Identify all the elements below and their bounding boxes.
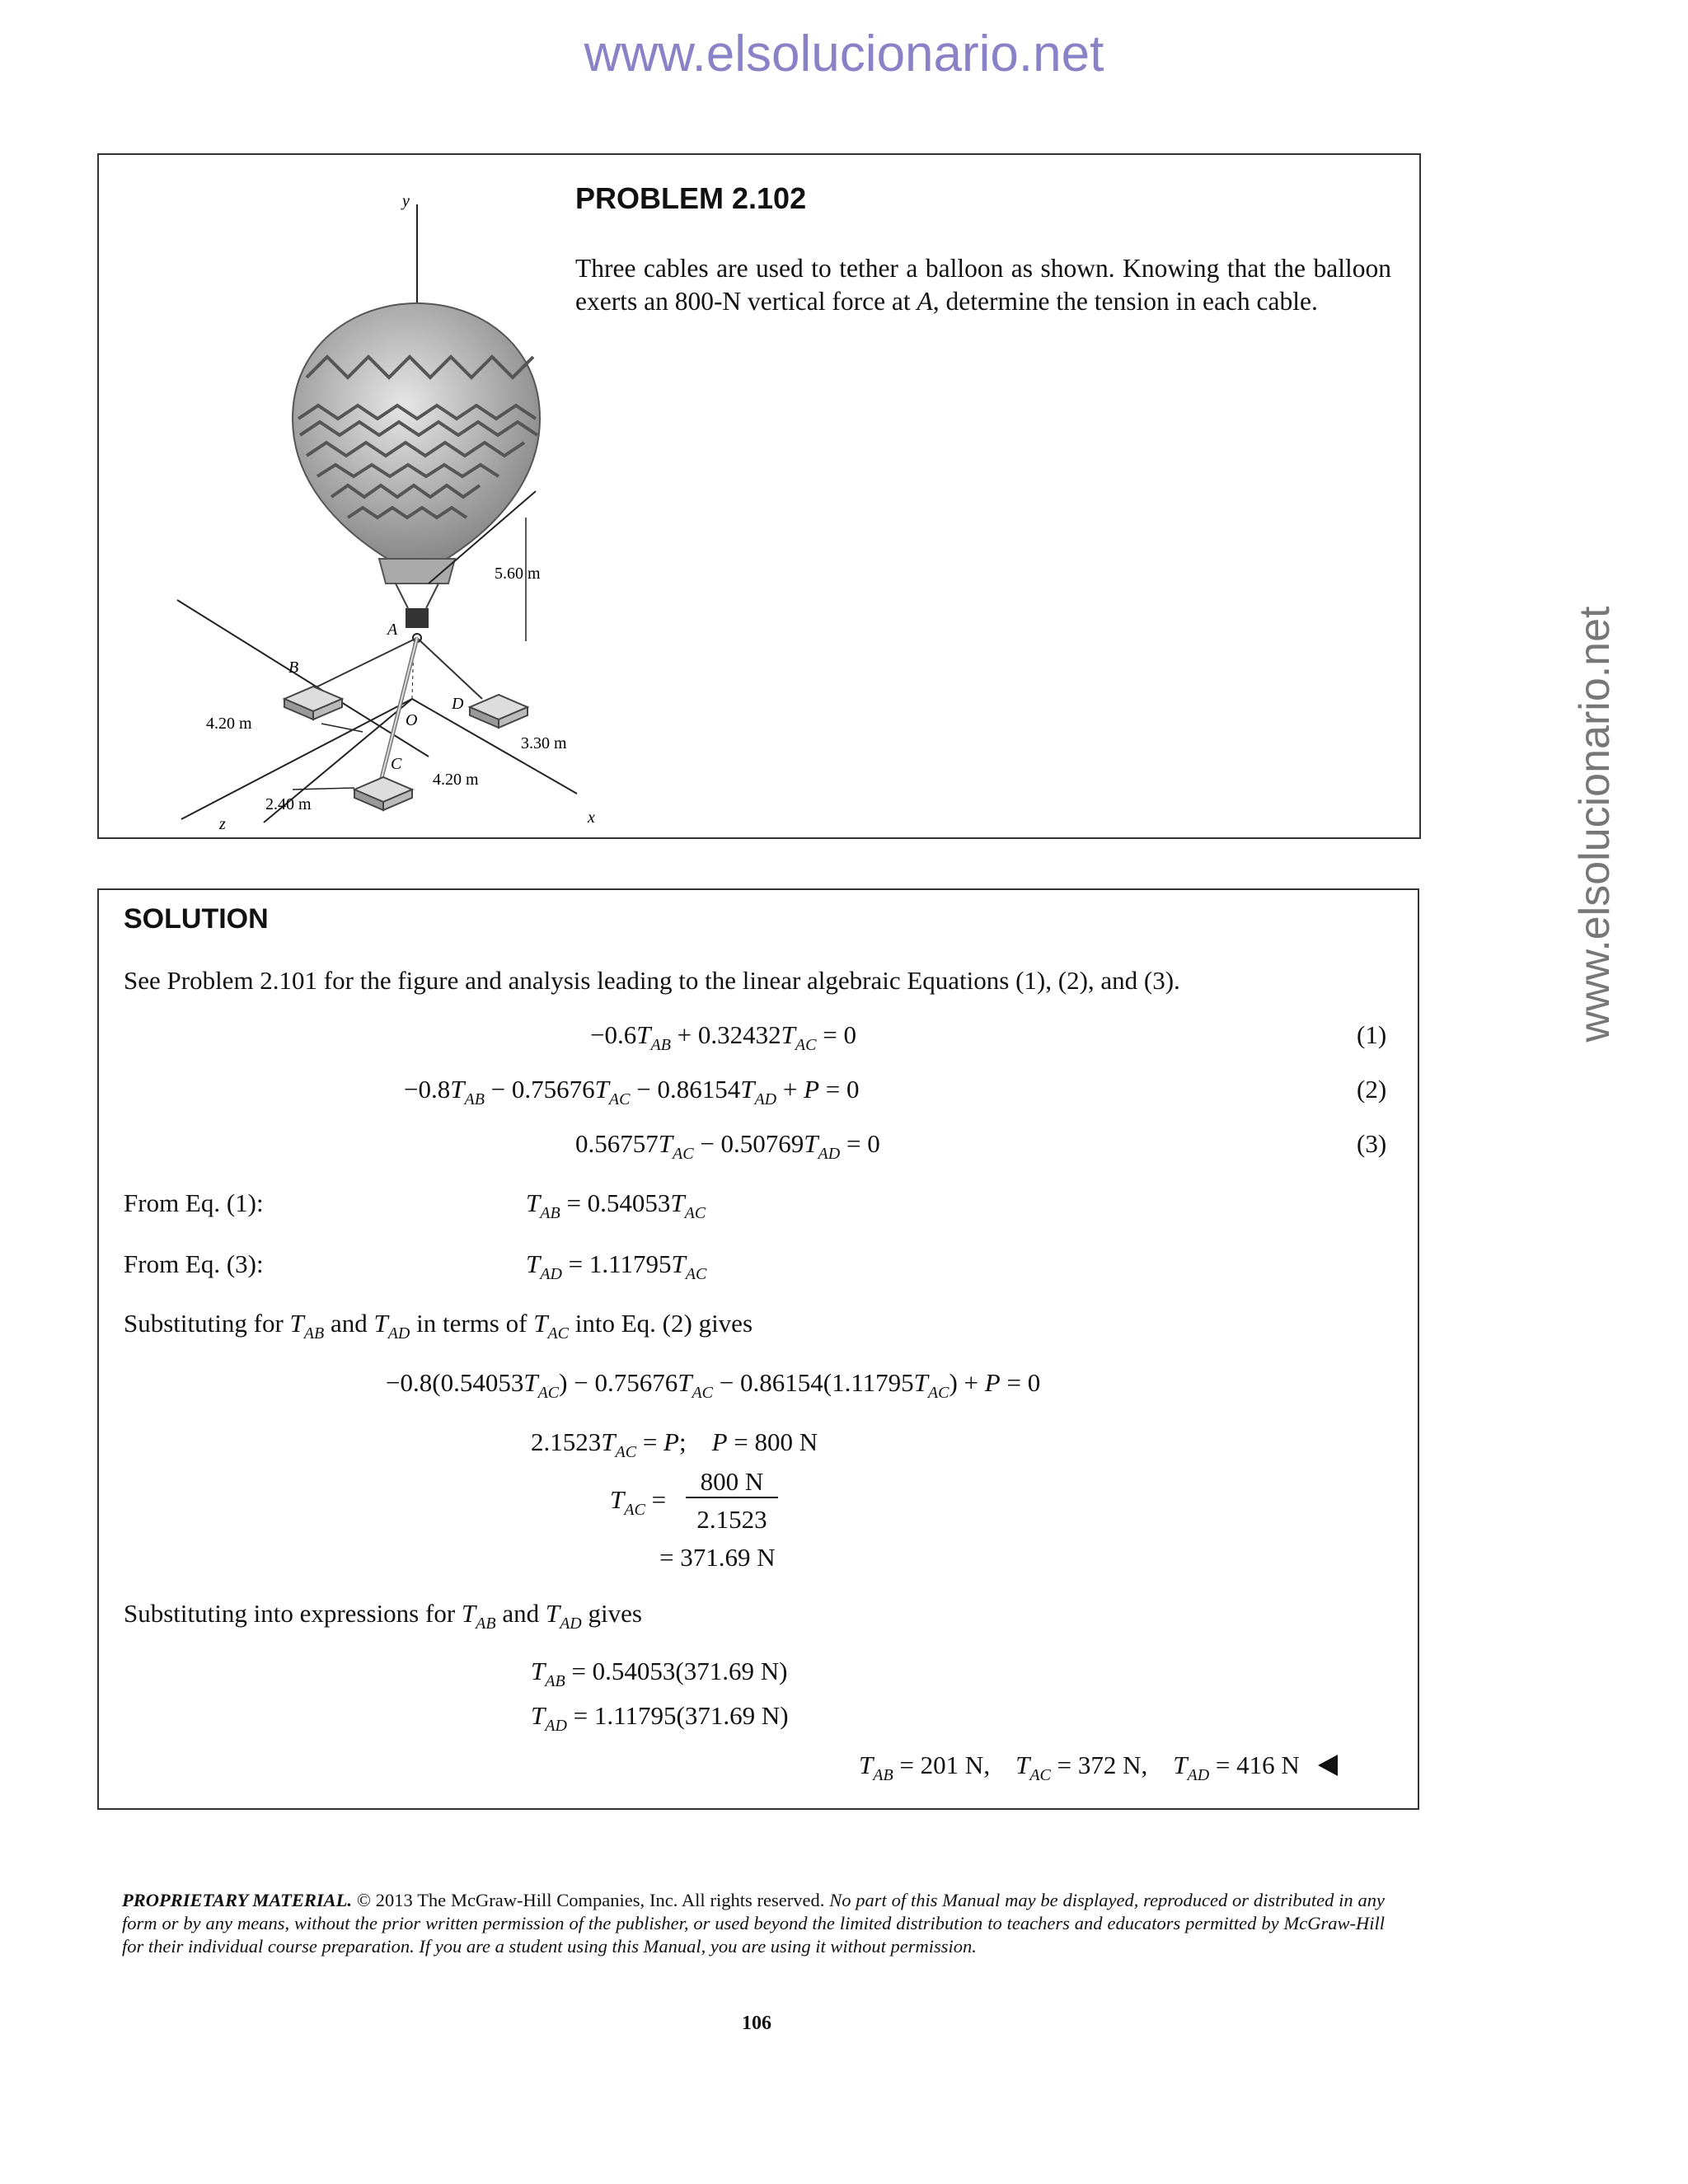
from-eq3-label: From Eq. (3): <box>124 1249 264 1278</box>
tac-denominator: 2.1523 <box>696 1505 767 1534</box>
solution-intro: See Problem 2.101 for the figure and analysis leading to the linear algebraic Equations (1), (2), and (3). <box>124 966 1180 995</box>
equation-2: $-0.8T_{AB} - 0.75676T_{AC} - 0.86154T_{AD} + P = 0$ <box>404 1075 860 1108</box>
substitution-text: Substituting for $T_{AB}$ and $T_{AD}$ in terms of $T_{AC}$ into Eq. (2) gives <box>124 1309 753 1343</box>
svg-text:O: O <box>406 711 418 729</box>
equation-1: $-0.6T_{AB} + 0.32432T_{AC} = 0$ <box>590 1020 856 1054</box>
substituted-equation: $-0.8(0.54053T_{AC}) - 0.75676T_{AC} - 0.86154(1.11795T_{AC}) + P = 0$ <box>386 1368 1041 1402</box>
copyright-footer: PROPRIETARY MATERIAL. © 2013 The McGraw-Hill Companies, Inc. All rights reserved. No part of this Manual may be displayed, reproduced or distributed in any form or by any means, without the prior written permission of the publisher, or used beyond the limited distribution to teachers and educators permitted by McGraw-Hill for their individual course preparation. If you are a student using this Manual, you are using it without permission. <box>122 1890 1385 1957</box>
sum-equation: $2.1523T_{AC} = P$; P = 800 N <box>531 1427 818 1461</box>
problem-text: Three cables are used to tether a balloon as shown. Knowing that the balloon exerts an 800-N vertical force at A, determine the tension in each cable. <box>575 254 1391 316</box>
svg-text:z: z <box>219 815 226 833</box>
equation-number-1: (1) <box>1357 1020 1387 1049</box>
svg-text:x: x <box>588 808 595 827</box>
tac-numerator: 800 N <box>686 1467 778 1498</box>
svg-text:5.60 m: 5.60 m <box>495 565 541 583</box>
equation-3: $0.56757T_{AC} - 0.50769T_{AD} = 0$ <box>575 1129 880 1163</box>
problem-box <box>97 153 1421 839</box>
tac-result: = 371.69 N <box>659 1543 776 1572</box>
svg-text:4.20 m: 4.20 m <box>433 771 479 789</box>
svg-text:D: D <box>452 695 464 713</box>
substitution-text-2: Substituting into expressions for $T_{AB}$ and $T_{AD}$ gives <box>124 1599 642 1633</box>
svg-text:C: C <box>391 755 402 773</box>
svg-text:4.20 m: 4.20 m <box>206 715 252 733</box>
svg-text:y: y <box>402 192 410 210</box>
tad-expression: $T_{AD} = 1.11795T_{AC}$ <box>526 1249 707 1283</box>
balloon-figure <box>115 171 595 833</box>
svg-text:3.30 m: 3.30 m <box>521 734 567 752</box>
final-answer: $T_{AB} = 201$ N, $T_{AC} = 372$ N, $T_{AD} = 416$ N <box>859 1750 1338 1780</box>
page-number: 106 <box>742 2013 771 2034</box>
problem-title: PROBLEM 2.102 <box>575 181 807 215</box>
answer-marker-icon <box>1318 1755 1338 1776</box>
svg-text:B: B <box>288 658 299 677</box>
svg-text:2.40 m: 2.40 m <box>265 795 312 813</box>
watermark-top: www.elsolucionario.net <box>584 26 1104 82</box>
tad-substituted: $T_{AD} = 1.11795(371.69$ N) <box>531 1701 789 1735</box>
equation-number-2: (2) <box>1357 1075 1387 1104</box>
from-eq1-label: From Eq. (1): <box>124 1188 264 1217</box>
svg-text:A: A <box>387 621 398 639</box>
tac-label: $T_{AC}$ = <box>610 1485 667 1519</box>
equation-number-3: (3) <box>1357 1129 1387 1158</box>
tab-substituted: $T_{AB} = 0.54053(371.69$ N) <box>531 1657 788 1690</box>
solution-box <box>97 888 1419 1810</box>
solution-title: SOLUTION <box>124 903 269 935</box>
tab-expression: $T_{AB} = 0.54053T_{AC}$ <box>526 1188 706 1222</box>
